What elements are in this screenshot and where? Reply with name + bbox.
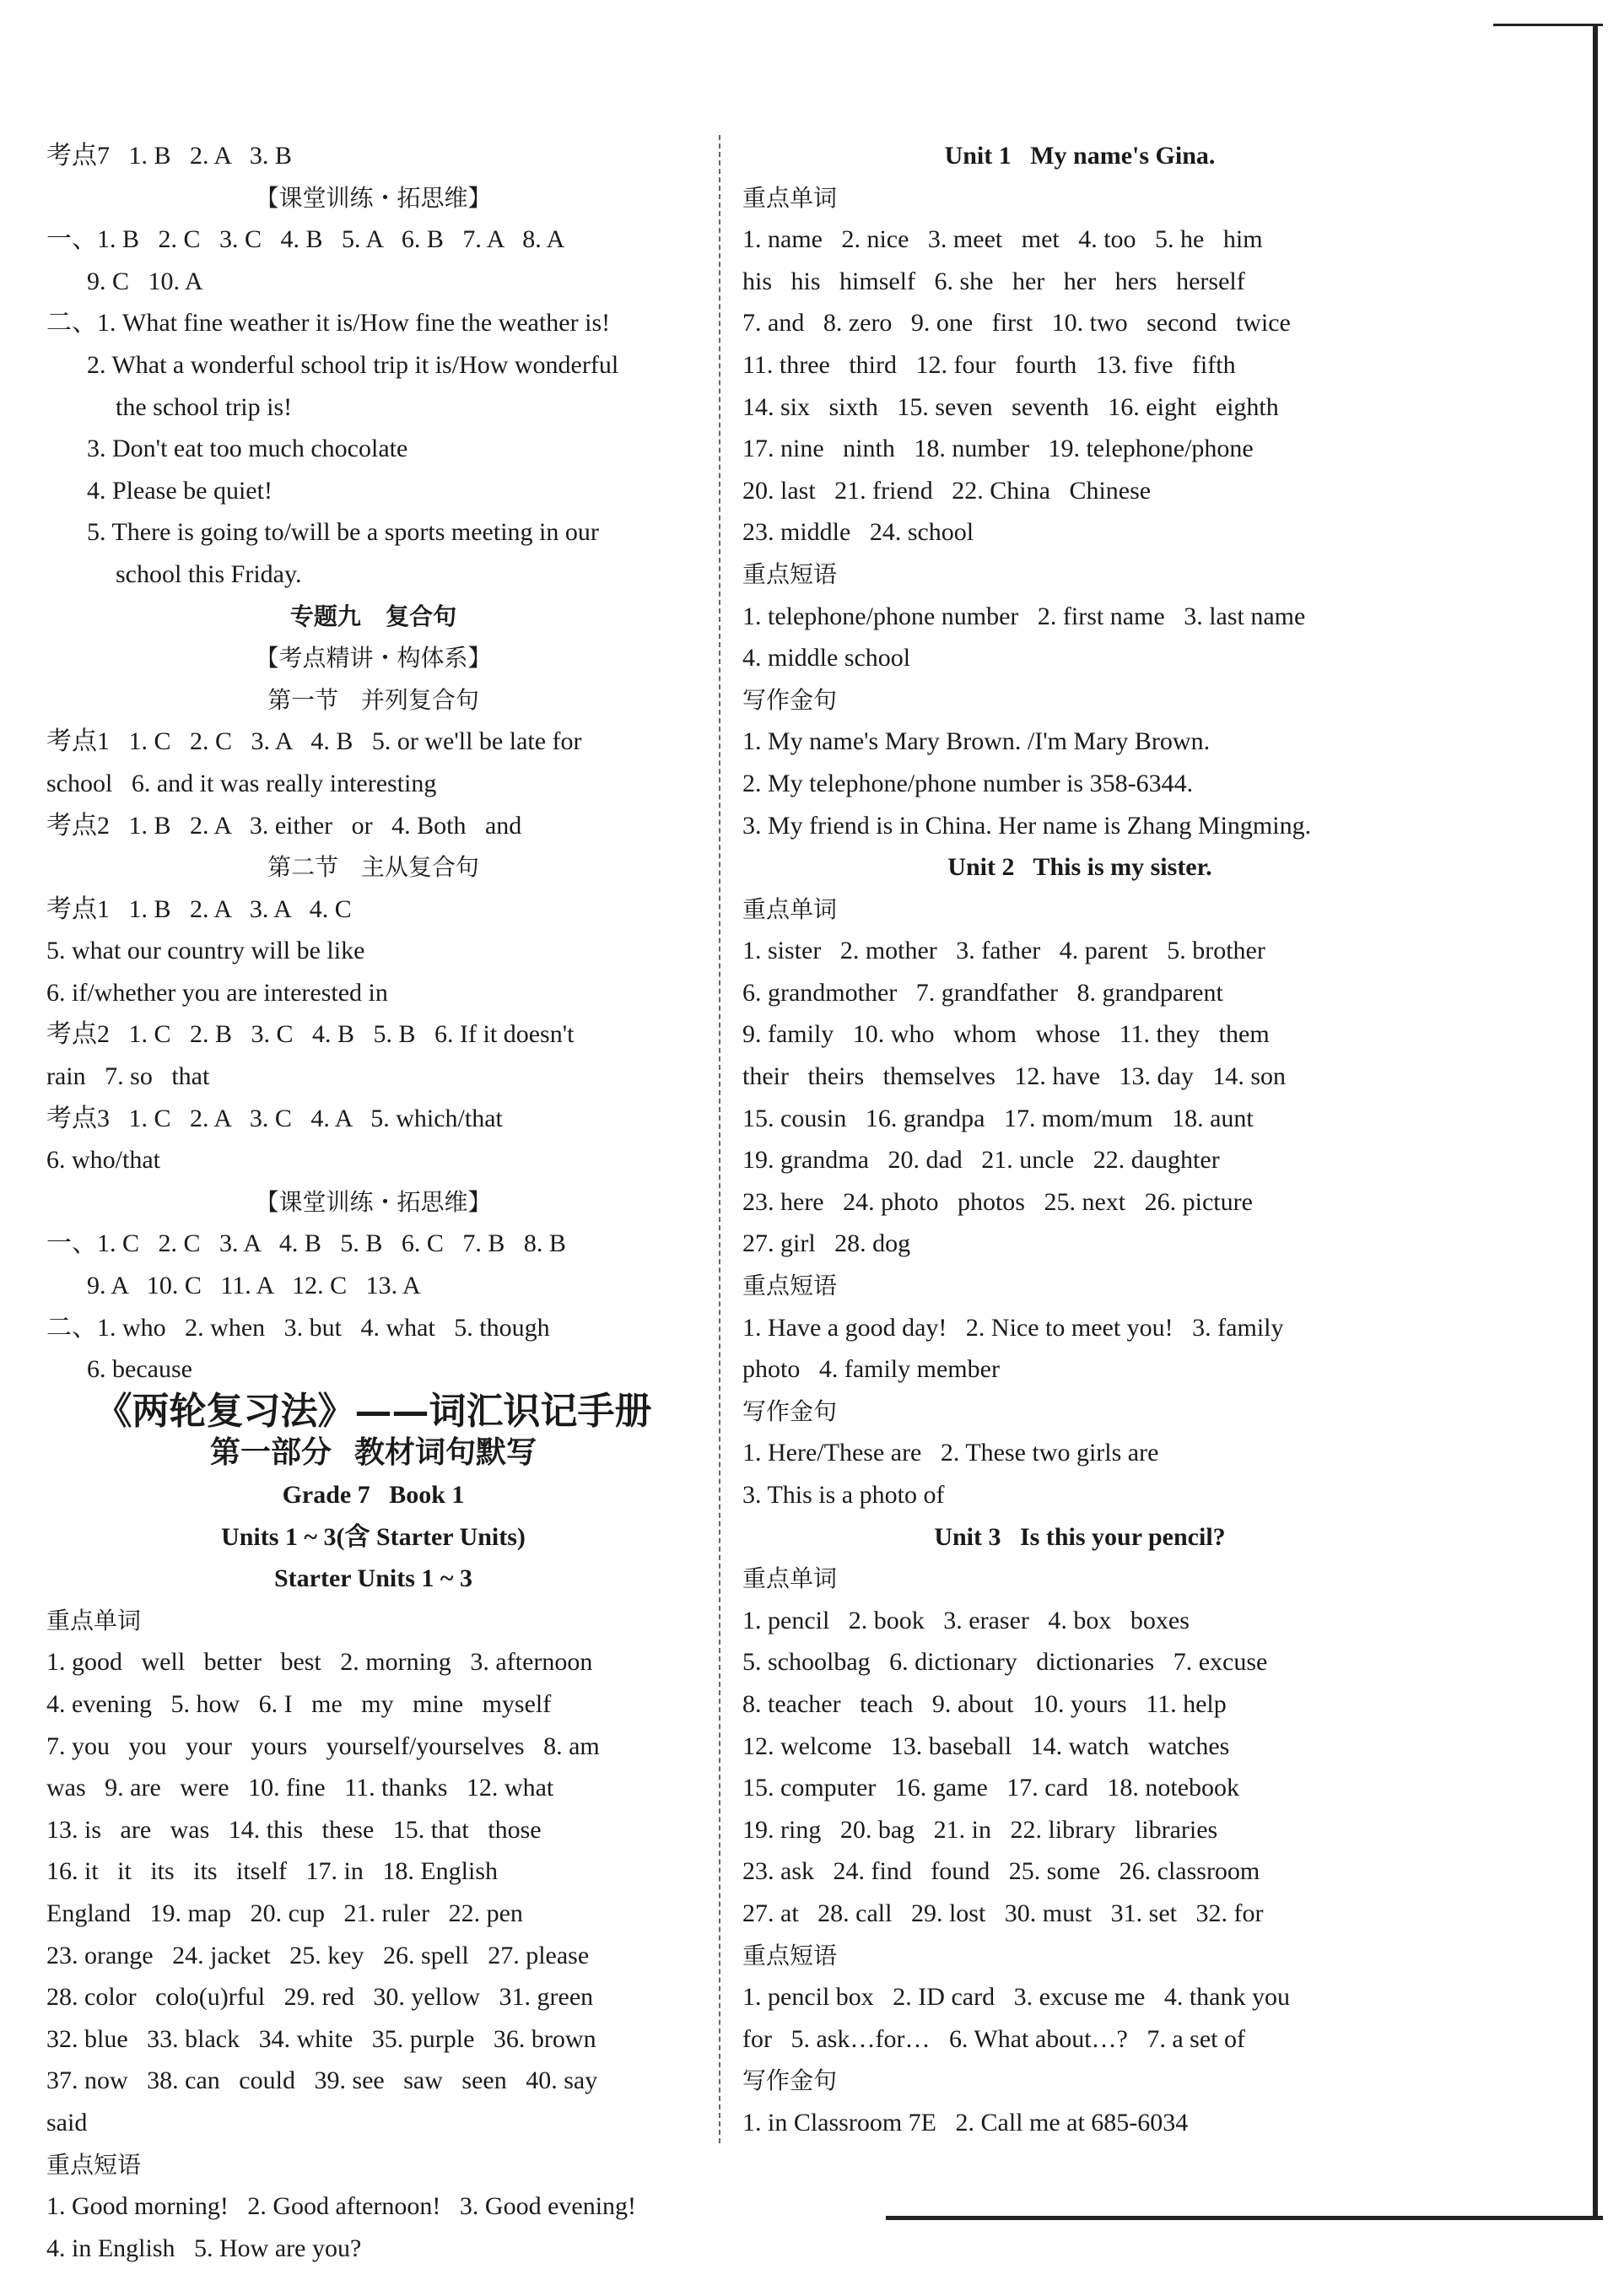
left-line: 考点2 1. C 2. B 3. C 4. B 5. B 6. If it doesn't — [46, 1020, 575, 1049]
left-line: Units 1 ~ 3(含 Starter Units) — [221, 1522, 526, 1551]
right-line: 1. in Classroom 7E 2. Call me at 685-6034 — [742, 2108, 1189, 2137]
left-line: the school trip is! — [116, 392, 293, 421]
right-line: 写作金句 — [742, 2066, 838, 2095]
top-rule — [1493, 24, 1603, 26]
right-line: 1. Here/These are 2. These two girls are — [742, 1439, 1159, 1467]
right-line: Unit 1 My name's Gina. — [944, 142, 1216, 170]
left-line: 5. what our country will be like — [46, 937, 365, 965]
right-line: 5. schoolbag 6. dictionary dictionaries 7. excuse — [742, 1648, 1268, 1677]
right-line: 12. welcome 13. baseball 14. watch watches — [742, 1731, 1230, 1760]
left-line: 7. you you your yours yourself/yourselves 8. am — [46, 1731, 600, 1760]
right-line: 重点单词 — [742, 894, 838, 923]
left-line: school 6. and it was really interesting — [46, 769, 437, 797]
right-line: 23. here 24. photo photos 25. next 26. picture — [742, 1187, 1253, 1216]
right-line: 15. cousin 16. grandpa 17. mom/mum 18. aunt — [742, 1104, 1254, 1132]
right-line: 27. at 28. call 29. lost 30. must 31. set 32. for — [742, 1899, 1264, 1927]
right-line: 1. pencil box 2. ID card 3. excuse me 4. thank you — [742, 1983, 1290, 2012]
right-line: 1. pencil 2. book 3. eraser 4. box boxes — [742, 1606, 1190, 1634]
left-column — [46, 135, 700, 2269]
left-line: 重点短语 — [46, 2150, 142, 2179]
right-line: 重点单词 — [742, 1564, 838, 1593]
left-line: England 19. map 20. cup 21. ruler 22. pen — [46, 1899, 523, 1927]
right-line: 6. grandmother 7. grandfather 8. grandparent — [742, 978, 1223, 1007]
left-line: 二、1. What fine weather it is/How fine the weather is! — [46, 309, 611, 338]
left-line: was 9. are were 10. fine 11. thanks 12. what — [46, 1774, 554, 1802]
left-line: 《两轮复习法》——词汇识记手册 — [94, 1389, 652, 1433]
left-line: 第一部分 教材词句默写 — [209, 1435, 537, 1470]
left-line: 9. C 10. A — [87, 267, 203, 295]
right-line: 23. middle 24. school — [742, 518, 974, 547]
right-line: 重点短语 — [742, 1941, 838, 1969]
left-line: 3. Don't eat too much chocolate — [87, 435, 408, 463]
left-line: 【课堂训练・拓思维】 — [255, 1187, 492, 1216]
right-line: 写作金句 — [742, 1397, 838, 1425]
right-line: Unit 3 Is this your pencil? — [934, 1522, 1226, 1551]
left-line: 考点1 1. B 2. A 3. A 4. C — [46, 894, 352, 923]
right-line: 19. ring 20. bag 21. in 22. library libraries — [742, 1815, 1218, 1844]
left-line: 【课堂训练・拓思维】 — [255, 183, 492, 212]
left-line: rain 7. so that — [46, 1062, 210, 1091]
right-line: 1. name 2. nice 3. meet met 4. too 5. he him — [742, 225, 1263, 254]
right-line: 1. Have a good day! 2. Nice to meet you! 3. family — [742, 1313, 1284, 1342]
right-line: 1. telephone/phone number 2. first name 3. last name — [742, 602, 1306, 630]
right-line: for 5. ask…for… 6. What about…? 7. a set of — [742, 2024, 1245, 2053]
right-line: 1. My name's Mary Brown. /I'm Mary Brown. — [742, 727, 1211, 756]
right-line: 20. last 21. friend 22. China Chinese — [742, 476, 1152, 505]
left-line: 第一节 并列复合句 — [267, 685, 479, 714]
right-line: Unit 2 This is my sister. — [947, 853, 1212, 882]
left-line: 1. Good morning! 2. Good afternoon! 3. Good evening! — [46, 2192, 637, 2221]
right-line: 8. teacher teach 9. about 10. yours 11. help — [742, 1689, 1227, 1718]
left-line: 5. There is going to/will be a sports meeting in our — [87, 518, 599, 547]
left-line: 1. good well better best 2. morning 3. afternoon — [46, 1648, 593, 1677]
left-line: 专题九 复合句 — [289, 602, 457, 630]
right-line: 4. middle school — [742, 644, 911, 673]
column-divider — [719, 135, 720, 2143]
left-line: school this Friday. — [116, 559, 302, 588]
left-line: Starter Units 1 ~ 3 — [273, 1564, 473, 1593]
right-line: 23. ask 24. find found 25. some 26. classroom — [742, 1857, 1260, 1886]
left-line: 重点单词 — [46, 1606, 142, 1634]
right-line: 14. six sixth 15. seven seventh 16. eight eighth — [742, 392, 1279, 421]
left-line: 13. is are was 14. this these 15. that those — [46, 1815, 542, 1844]
right-line: 19. grandma 20. dad 21. uncle 22. daughter — [742, 1146, 1220, 1175]
right-line: 2. My telephone/phone number is 358-6344. — [742, 769, 1194, 797]
left-line: 4. evening 5. how 6. I me my mine myself — [46, 1689, 552, 1718]
right-line: 3. My friend is in China. Her name is Zhang Mingming. — [742, 811, 1312, 840]
right-line: 9. family 10. who whom whose 11. they them — [742, 1020, 1270, 1049]
left-line: 4. Please be quiet! — [87, 476, 272, 505]
left-line: 一、1. B 2. C 3. C 4. B 5. A 6. B 7. A 8. A — [46, 225, 565, 254]
left-line: 37. now 38. can could 39. see saw seen 40. say — [46, 2066, 598, 2095]
right-line: 27. girl 28. dog — [742, 1229, 911, 1258]
right-line: 15. computer 16. game 17. card 18. notebook — [742, 1774, 1240, 1802]
left-line: 考点7 1. B 2. A 3. B — [46, 142, 292, 170]
right-line: 3. This is a photo of — [742, 1481, 945, 1509]
left-line: 2. What a wonderful school trip it is/How wonderful — [87, 350, 619, 379]
right-line: 写作金句 — [742, 685, 838, 714]
left-line: 考点2 1. B 2. A 3. either or 4. Both and — [46, 811, 522, 840]
left-line: 23. orange 24. jacket 25. key 26. spell 27. please — [46, 1941, 590, 1969]
left-line: 一、1. C 2. C 3. A 4. B 5. B 6. C 7. B 8. B — [46, 1229, 566, 1258]
right-line: 17. nine ninth 18. number 19. telephone/phone — [742, 435, 1254, 463]
left-line: Grade 7 Book 1 — [282, 1481, 465, 1509]
left-line: 9. A 10. C 11. A 12. C 13. A — [87, 1272, 421, 1300]
right-line: 7. and 8. zero 9. one first 10. two second twice — [742, 309, 1291, 338]
right-line: 重点单词 — [742, 183, 838, 212]
left-line: 16. it it its its itself 17. in 18. English — [46, 1857, 499, 1886]
left-line: said — [46, 2108, 88, 2137]
left-line: 【考点精讲・构体系】 — [255, 644, 492, 673]
right-line: 11. three third 12. four fourth 13. five fifth — [742, 350, 1236, 379]
left-line: 6. because — [87, 1355, 192, 1384]
right-line: 1. sister 2. mother 3. father 4. parent 5. brother — [742, 937, 1265, 965]
right-line: 重点短语 — [742, 1272, 838, 1300]
right-line: his his himself 6. she her her hers herself — [742, 267, 1245, 295]
left-line: 28. color colo(u)rful 29. red 30. yellow 31. green — [46, 1983, 594, 2012]
left-line: 考点3 1. C 2. A 3. C 4. A 5. which/that — [46, 1104, 503, 1132]
left-line: 32. blue 33. black 34. white 35. purple 36. brown — [46, 2024, 596, 2053]
right-line: 重点短语 — [742, 559, 838, 588]
right-line: photo 4. family member — [742, 1355, 1000, 1384]
right-line: their theirs themselves 12. have 13. day 14. son — [742, 1062, 1287, 1091]
left-line: 4. in English 5. How are you? — [46, 2234, 362, 2262]
left-line: 6. who/that — [46, 1146, 160, 1175]
bottom-rule — [886, 2216, 1603, 2220]
left-line: 6. if/whether you are interested in — [46, 978, 388, 1007]
left-line: 二、1. who 2. when 3. but 4. what 5. though — [46, 1313, 550, 1342]
right-edge-rule — [1593, 24, 1598, 2218]
left-line: 第二节 主从复合句 — [267, 853, 479, 882]
right-column — [742, 135, 1417, 2144]
left-line: 考点1 1. C 2. C 3. A 4. B 5. or we'll be late for — [46, 727, 582, 756]
